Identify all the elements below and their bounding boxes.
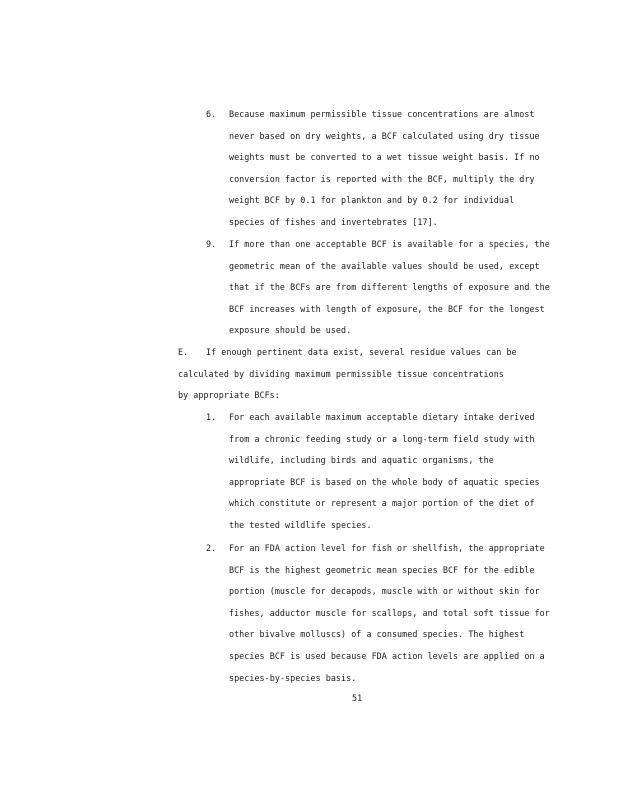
text-line: never based on dry weights, a BCF calculated using dry tissue xyxy=(229,130,540,141)
text-line: If more than one acceptable BCF is available for a species, the xyxy=(229,239,550,249)
paragraph-item-1 xyxy=(229,407,540,537)
text-line: by appropriate BCFs: xyxy=(178,390,280,401)
text-line: conversion factor is reported with the BCF, multiply the dry xyxy=(229,173,535,184)
text-line: other bivalve molluscs) of a consumed species. The highest xyxy=(229,629,525,640)
text-line: from a chronic feeding study or a long-term field study with xyxy=(229,433,535,444)
text-line: species of fishes and invertebrates [17]. xyxy=(229,216,438,227)
text-line: portion (muscle for decapods, muscle with or without skin for xyxy=(229,586,540,597)
text-line: wildlife, including birds and aquatic organisms, the xyxy=(229,455,494,466)
text-line: appropriate BCF is based on the whole body of aquatic species xyxy=(229,476,540,487)
text-line: Because maximum permissible tissue concentrations are almost xyxy=(229,109,535,119)
paragraph-item-9 xyxy=(229,234,550,342)
item-marker-2: 2. xyxy=(206,543,217,553)
text-line: weight BCF by 0.1 for plankton and by 0.2 for individual xyxy=(229,195,515,206)
text-line: BCF increases with length of exposure, the BCF for the longest xyxy=(229,303,545,314)
item-marker-1: 1. xyxy=(206,412,217,422)
text-line: weights must be converted to a wet tissue weight basis. If no xyxy=(229,152,540,163)
text-line: If enough pertinent data exist, several residue values can be xyxy=(206,347,517,357)
paragraph-section-e xyxy=(178,342,517,407)
text-line: fishes, adductor muscle for scallops, and total soft tissue for xyxy=(229,607,550,618)
text-line: For each available maximum acceptable dietary intake derived xyxy=(229,412,535,422)
item-marker-9: 9. xyxy=(206,239,217,249)
paragraph-item-2 xyxy=(229,538,550,689)
text-line: BCF is the highest geometric mean species BCF for the edible xyxy=(229,564,535,575)
page-number: 51 xyxy=(352,693,363,703)
text-line: species-by-species basis. xyxy=(229,672,357,683)
text-line: exposure should be used. xyxy=(229,325,352,336)
paragraph-item-6 xyxy=(229,104,540,234)
section-marker-e: E. xyxy=(178,347,189,357)
text-line: species BCF is used because FDA action levels are applied on a xyxy=(229,650,545,661)
text-line: the tested wildlife species. xyxy=(229,519,372,530)
item-marker-6: 6. xyxy=(206,109,217,119)
text-line: geometric mean of the available values should be used, except xyxy=(229,260,540,271)
text-line: calculated by dividing maximum permissible tissue concentrations xyxy=(178,368,504,379)
text-line: that if the BCFs are from different lengths of exposure and the xyxy=(229,282,550,293)
text-line: For an FDA action level for fish or shellfish, the appropriate xyxy=(229,543,545,553)
text-line: which constitute or represent a major portion of the diet of xyxy=(229,498,535,509)
